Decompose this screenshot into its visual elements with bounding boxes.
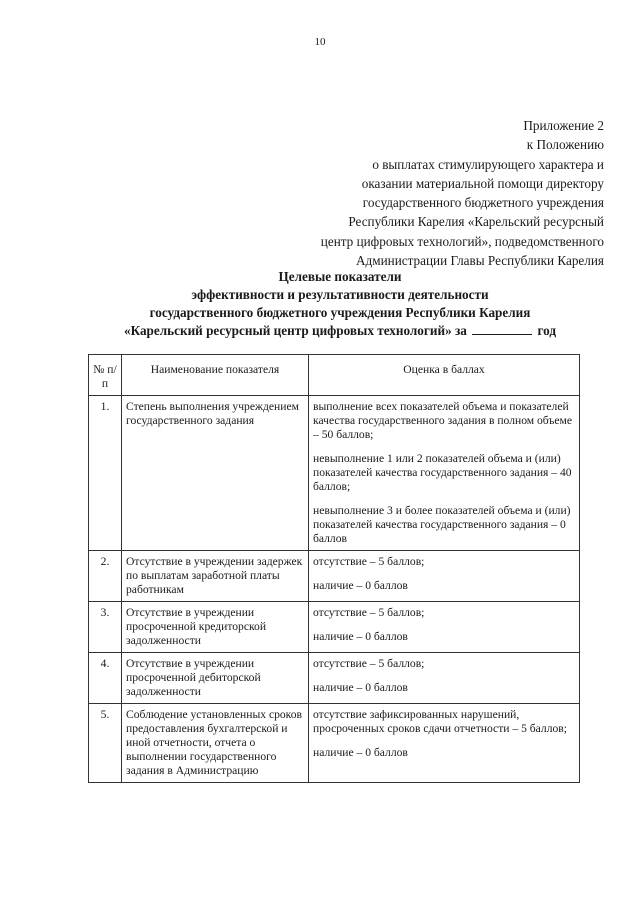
score-line: отсутствие – 5 баллов; [313, 657, 425, 670]
title-line-suffix: год [537, 323, 556, 338]
appendix-line: Администрации Главы Республики Карелия [356, 253, 604, 269]
header-score: Оценка в баллах [309, 355, 580, 396]
score-line: наличие – 0 баллов [313, 746, 408, 759]
title-line: государственного бюджетного учреждения Республики Карелия [149, 305, 531, 320]
row-num: 3. [89, 602, 122, 653]
row-num: 5. [89, 704, 122, 783]
title-line: эффективности и результативности деятельности [191, 287, 489, 302]
appendix-line: Приложение 2 [523, 118, 604, 133]
appendix-line: Республики Карелия «Карельский ресурсный [348, 214, 604, 230]
row-score [309, 653, 580, 704]
indicators-table [88, 354, 580, 783]
score-line: отсутствие зафиксированных нарушений, просроченных сроков сдачи отчетности – 5 баллов; [313, 708, 567, 735]
row-score [309, 551, 580, 602]
header-num: № п/п [89, 355, 122, 396]
score-line: выполнение всех показателей объема и показателей качества государственного задания в полном объеме – 50 баллов; [313, 400, 573, 441]
score-line: невыполнение 3 и более показателей объема и (или) показателей качества государственного задания – 0 баллов [313, 504, 571, 545]
row-name: Соблюдение установленных сроков предоставления бухгалтерской и иной отчетности, отчета о выполнении государственного задания в Администрацию [122, 704, 309, 783]
row-score [309, 396, 580, 551]
appendix-line: к Положению [526, 137, 604, 153]
score-line: наличие – 0 баллов [313, 681, 408, 694]
row-name: Отсутствие в учреждении задержек по выплатам заработной платы работникам [122, 551, 309, 602]
appendix-line: государственного бюджетного учреждения [362, 195, 604, 211]
year-blank [472, 322, 532, 335]
appendix-line: оказании материальной помощи директору [361, 175, 604, 191]
row-num: 4. [89, 653, 122, 704]
row-score [309, 602, 580, 653]
appendix-line: центр цифровых технологий», подведомственного [320, 233, 604, 249]
row-num: 2. [89, 551, 122, 602]
row-name: Отсутствие в учреждении просроченной кредиторской задолженности [122, 602, 309, 653]
score-line: отсутствие – 5 баллов; [313, 606, 425, 619]
row-name: Степень выполнения учреждением государственного задания [122, 396, 309, 551]
header-name: Наименование показателя [122, 355, 309, 396]
title-line: Целевые показатели [278, 269, 402, 284]
appendix-line: о выплатах стимулирующего характера и [372, 156, 604, 172]
score-line: отсутствие – 5 баллов; [313, 555, 425, 568]
table-row [89, 653, 580, 704]
score-line: наличие – 0 баллов [313, 579, 408, 592]
appendix-header [264, 116, 604, 270]
row-score [309, 704, 580, 783]
table-row [89, 396, 580, 551]
table-row [89, 704, 580, 783]
row-name: Отсутствие в учреждении просроченной дебиторской задолженности [122, 653, 309, 704]
row-num: 1. [89, 396, 122, 551]
score-line: наличие – 0 баллов [313, 630, 408, 643]
table-header-row [89, 355, 580, 396]
table-row [89, 551, 580, 602]
table-row [89, 602, 580, 653]
title-line-prefix: «Карельский ресурсный центр цифровых технологий» за [123, 323, 467, 338]
title-line-year [60, 322, 620, 340]
document-title [60, 268, 620, 340]
score-line: невыполнение 1 или 2 показателей объема и (или) показателей качества государственного задания – 40 баллов; [313, 452, 572, 493]
page-number: 10 [314, 36, 326, 48]
